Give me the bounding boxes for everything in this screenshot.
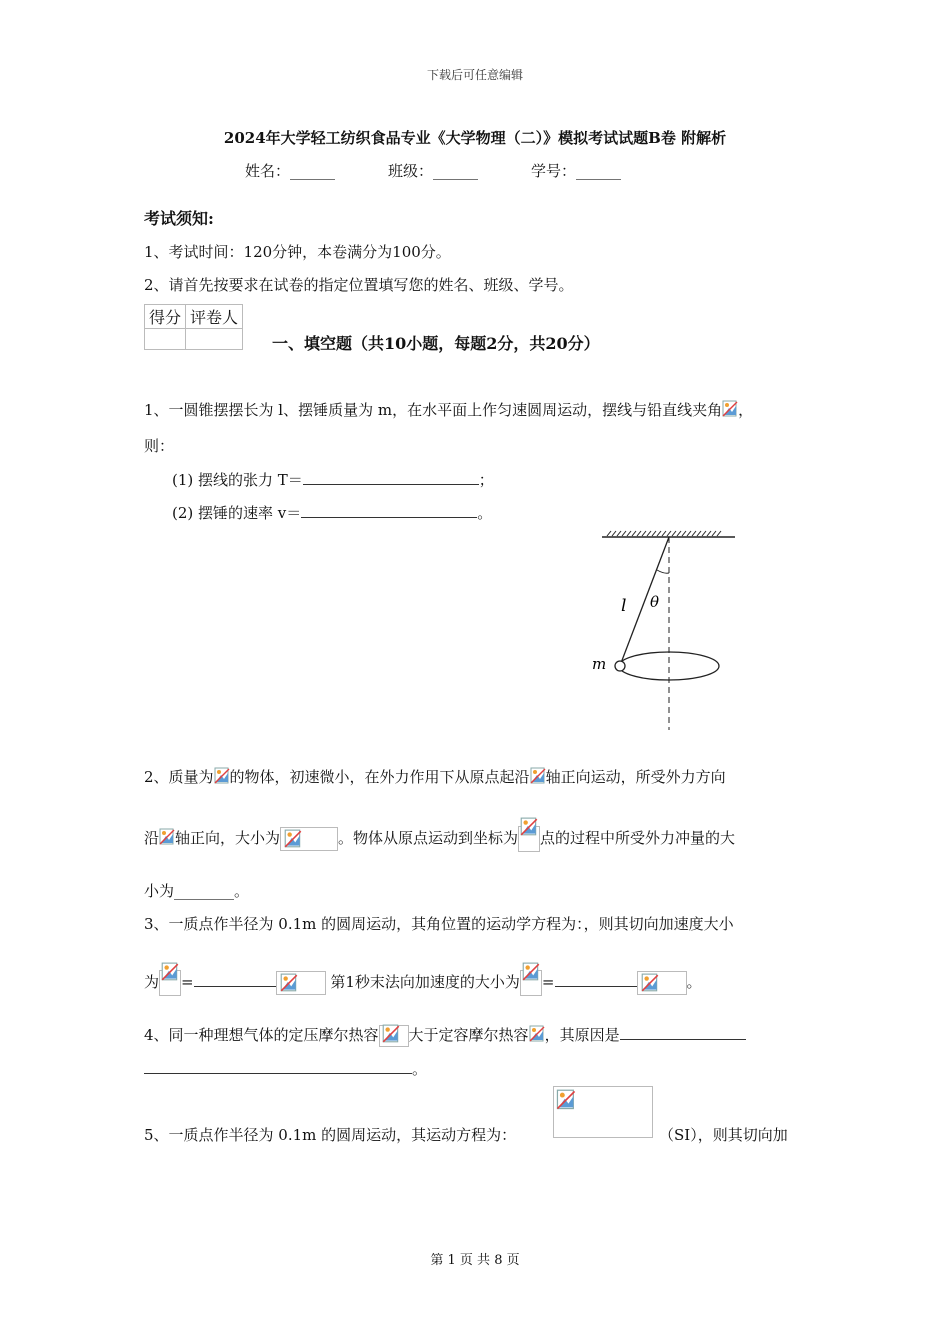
q3-text-c: 第1秒末法向加速度的大小为 [330,973,520,991]
notice-item-2: 2、请首先按要求在试卷的指定位置填写您的姓名、班级、学号。 [144,276,574,294]
formula-image-frame [159,970,181,996]
page-footer: 第 1 页 共 8 页 [430,1253,520,1268]
q1-sub2-label: (2) 摆锤的速率 v＝ [172,504,302,522]
q3-text-b: 为 [144,973,160,991]
q2-line1 [144,766,726,787]
q4-line1 [144,1024,746,1047]
q3-line2 [144,970,702,996]
label-l: l [621,596,627,616]
q2-text-g: 点的过程中所受外力冲量的大 [540,829,736,847]
student-id-field[interactable]: 学号：______ [531,162,622,180]
formula-image-icon [214,767,230,785]
notice-item-1: 1、考试时间：120分钟，本卷满分为100分。 [144,243,451,261]
header-note: 下载后可任意编辑 [426,68,523,82]
q2-text-f: 。物体从原点运动到坐标为 [338,829,519,847]
score-header: 得分 [145,305,186,329]
q2-text-b: 的物体，初速微小，在外力作用下从原点起沿 [229,768,530,786]
formula-image-frame [379,1025,409,1047]
formula-image-frame [553,1086,653,1138]
q1-cont: 则： [144,437,175,455]
label-m: m [592,655,607,673]
section-heading: 一、填空题（共10小题，每题2分，共20分） [272,334,600,353]
score-table [144,304,243,350]
q5-line1: 5、一质点作半径为 0.1m 的圆周运动，其运动方程为： [144,1126,517,1144]
q1-answer-blank-2[interactable] [301,503,477,518]
formula-image-frame [276,971,326,995]
formula-image-icon [159,828,175,846]
q1-sub1-end: ； [478,471,494,489]
q2-text-a: 2、质量为 [144,768,214,786]
q4-end: 。 [412,1060,428,1078]
notice-heading: 考试须知: [144,209,214,228]
q4-text-a: 4、同一种理想气体的定压摩尔热容 [144,1026,379,1044]
q1-comma: ， [738,401,754,419]
q1-sub2 [172,502,492,523]
formula-image-frame [518,826,540,852]
q2-line3: 小为________。 [144,882,250,900]
q3-answer-blank-1[interactable] [194,972,276,987]
q2-text-d: 沿 [144,829,160,847]
grader-cell[interactable] [186,329,243,350]
q4-text-c: ，其原因是 [544,1026,620,1044]
q1-line1 [144,399,753,420]
q4-text-b: 大于定容摩尔热容 [408,1026,529,1044]
formula-image-icon [530,767,546,785]
q3-line1: 3、一质点作半径为 0.1m 的圆周运动，其角位置的运动学方程为：，则其切向加速度大小 [144,915,734,933]
formula-image-frame [520,970,542,996]
q2-text-c: 轴正向运动，所受外力方向 [545,768,726,786]
q1-text: 1、一圆锥摆摆长为 l、摆锤质量为 m，在水平面上作匀速圆周运动，摆线与铅直线夹角 [144,401,723,419]
conical-pendulum-diagram [585,525,745,735]
q2-text-e: 轴正向，大小为 [175,829,281,847]
score-cell[interactable] [145,329,186,350]
q3-eq-2: = [541,973,555,991]
label-theta: θ [650,593,660,611]
q2-line2 [144,826,735,852]
q3-answer-blank-2[interactable] [555,972,637,987]
formula-image-icon [529,1025,545,1043]
q4-answer-blank-1[interactable] [620,1025,746,1040]
q3-end: 。 [686,973,702,991]
q1-sub1-label: (1) 摆线的张力 T＝ [172,471,303,489]
q1-answer-blank-1[interactable] [303,470,479,485]
q4-line2 [144,1058,427,1079]
q5-line1-tail: （SI），则其切向加 [659,1126,788,1144]
q4-answer-blank-2[interactable] [144,1059,412,1074]
formula-image-icon [722,400,738,418]
grader-header: 评卷人 [186,305,243,329]
q3-eq: = [181,973,194,991]
q1-sub1 [172,469,494,490]
name-field[interactable]: 姓名：______ [245,162,336,180]
q1-sub2-end: 。 [477,504,493,522]
class-field[interactable]: 班级：______ [388,162,479,180]
formula-image-frame [637,971,687,995]
page-title: 2024年大学轻工纺织食品专业《大学物理（二）》模拟考试试题B卷 附解析 [223,129,727,147]
formula-image-frame [280,827,338,851]
